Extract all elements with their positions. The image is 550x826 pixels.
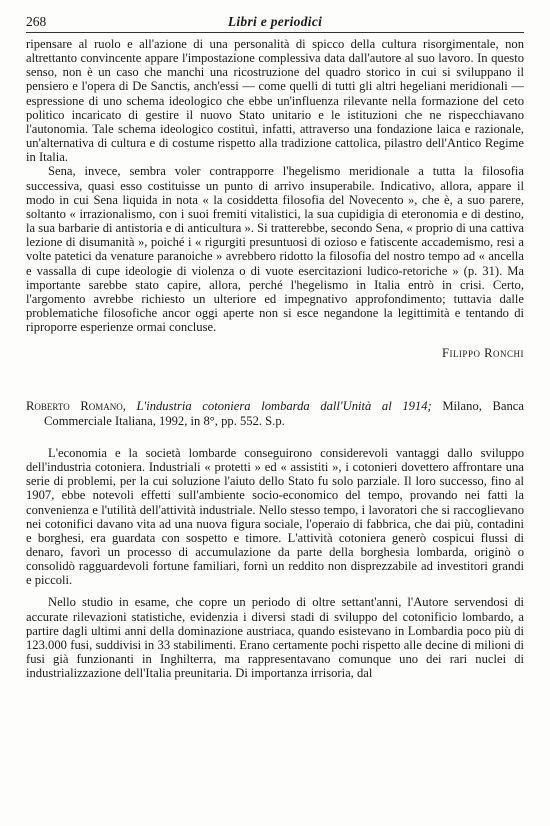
paragraph: L'economia e la società lombarde conseguirono considerevoli vantaggi dallo sviluppo dell'industria cotoniera. Industriali « protetti » ed « assistiti », i cotonieri dovettero affrontare una serie di problemi, per la cui soluzione l'aiuto dello Stato fu solo parziale. Il loro successo, fino al 1907, ebbe notevoli effetti sull'ambiente socio-economico del tempo, provando nei fatti la convenienza e l'utilità dell'attività industriale. Nello stesso tempo, i lavoratori che si raccoglievano nei cotonifici davano vita ad una nuova figura sociale, l'operaio di fabbrica, che dai più, contadini e borghesi, era guardata con sospetto e timore. L'attività cotoniera generò cospicui flussi di denaro, favorì un processo di accumulazione da parte della borghesia lombarda, originò o consolidò ragguardevoli fortune familiari, fornì un reddito non disprezzabile ad investitori grandi e piccoli. <box>26 445 524 588</box>
page-number: 268 <box>26 14 47 29</box>
paragraph: Nello studio in esame, che copre un periodo di oltre settant'anni, l'Autore servendosi di accurate rilevazioni statistiche, evidenzia i diversi stadi di sviluppo del cotonificio lombardo, a partire dagli ultimi anni della dominazione austriaca, quando esistevano in Lombardia poco più di 123.000 fusi, suddivisi in 33 stabilimenti. Erano certamente pochi rispetto alle decine di milioni di fusi già funzionanti in Inghilterra, ma rappresentavano comunque uno dei rari nuclei di industrializzazione dell'Italia preunitaria. Di importanza irrisoria, dal <box>26 595 524 681</box>
page-header <box>26 10 524 32</box>
running-head: Libri e periodici <box>227 14 323 29</box>
header-rule <box>26 32 524 33</box>
review-signature: Filippo Ronchi <box>441 346 524 361</box>
paragraph: ripensare al ruolo e all'azione di una personalità di spicco della cultura risorgimentale, non altrettanto convincente appare l'impostazione complessiva data dall'autore al suo lavoro. In questo senso, non è un caso che manchi una ricostruzione del quadro storico in cui si sviluppano il pensiero e l'opera di De Sanctis, anch'essi — come quelli di tutti gli altri hegeliani meridionali — espressione di uno schema ideologico che ebbe un'influenza rilevante nella formazione del ceto politico incaricato di gestire il nuovo Stato unitario e le istituzioni che ne rispecchiavano l'autonomia. Tale schema ideologico costituì, infatti, attraverso una fondazione laica e razionale, un'alternativa di cultura e di costume rispetto alla tradizione cattolica, pilastro dell'Antico Regime in Italia. <box>26 37 524 165</box>
article-text <box>26 37 524 334</box>
review-citation <box>26 399 524 428</box>
review-title: L'industria cotoniera lombarda dall'Unità al 1914; <box>136 399 432 414</box>
review-publication: Milano, Banca Commerciale Italiana, 1992, in 8°, pp. 552. S.p. <box>44 399 524 428</box>
review-text <box>26 446 524 681</box>
review-author: Roberto Romano, <box>26 399 126 414</box>
paragraph: Sena, invece, sembra voler contrapporre l'hegelismo meridionale a tutta la filosofia successiva, quasi esso costituisse un punto di arrivo insuperabile. Indicativo, allora, appare il modo in cui Sena liquida in nota « la cosiddetta filosofia del Novecento », che è, a suo parere, soltanto « irrazionalismo, con i suoi fremiti vitalistici, la sua cupidigia di eteronomia e di destino, la sua barbarie di antistoria e di anticultura ». Si tratterebbe, secondo Sena, « proprio di una cattiva lezione di disumanità », poiché i « rigurgiti presuntuosi di ozioso e fatiscente accademismo, resi a volte patetici da venature paranoiche » avrebbero ridotto la filosofia del nostro tempo ad « ancella e vassalla di cupe ideologie di violenza o di vuote esercitazioni ludico-retoriche » (p. 31). Ma importante sarebbe stato capire, allora, perché l'hegelismo in Italia entrò in crisi. Certo, l'argomento avrebbe richiesto un ulteriore ed impegnativo approfondimento; tuttavia dalle problematiche filosofiche ancor oggi aperte non si esce negandone la legittimità e tentando di riproporre esperienze ormai concluse. <box>26 164 524 335</box>
